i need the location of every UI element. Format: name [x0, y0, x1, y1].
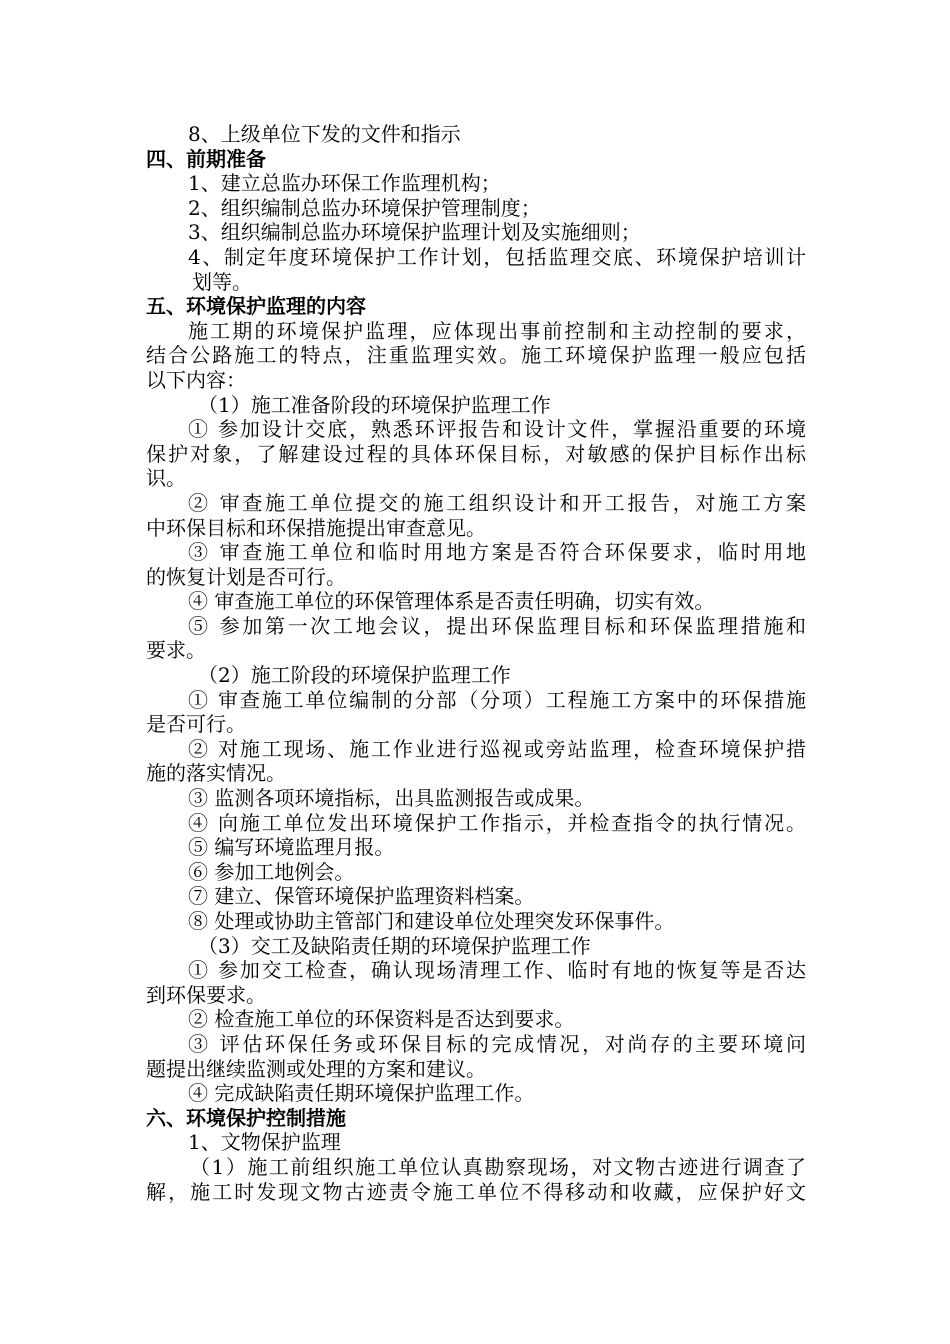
document-page [0, 122, 950, 1204]
section-heading: 五、环境保护监理的内容 [146, 294, 366, 319]
text-line: 1、文物保护监理 [188, 1130, 341, 1155]
text-line: 中环保目标和环保措施提出审查意见。 [146, 515, 486, 540]
text-line: ⑦ 建立、保管环境保护监理资料档案。 [188, 884, 535, 909]
text-line: ⑤ 参加第一次工地会议，提出环保监理目标和环保监理措施和 [188, 613, 806, 638]
text-line: 1、建立总监办环保工作监理机构； [188, 171, 501, 196]
text-line: ② 审查施工单位提交的施工组织设计和开工报告，对施工方案 [188, 490, 806, 515]
text-line: ② 检查施工单位的环保资料是否达到要求。 [188, 1007, 575, 1032]
text-line: ④ 向施工单位发出环境保护工作指示，并检查指令的执行情况。 [188, 810, 806, 835]
text-line: （1）施工前组织施工单位认真勘察现场，对文物古迹进行调查了 [190, 1154, 806, 1179]
text-line: 以下内容： [146, 367, 246, 392]
text-line: 结合公路施工的特点，注重监理实效。施工环境保护监理一般应包括 [146, 343, 806, 368]
text-line: 是否可行。 [146, 712, 246, 737]
text-line: 要求。 [146, 638, 206, 663]
text-line: ⑤ 编写环境监理月报。 [188, 835, 395, 860]
text-line: ① 参加交工检查，确认现场清理工作、临时有地的恢复等是否达 [188, 958, 806, 983]
text-line: ① 审查施工单位编制的分部（分项）工程施工方案中的环保措施 [188, 687, 806, 712]
text-line: ⑧ 处理或协助主管部门和建设单位处理突发环保事件。 [188, 909, 675, 933]
text-line: ② 对施工现场、施工作业进行巡视或旁站监理，检查环境保护措 [188, 736, 806, 761]
text-line: ③ 评估环保任务或环保目标的完成情况，对尚存的主要环境问 [188, 1031, 806, 1056]
text-line: ③ 审查施工单位和临时用地方案是否符合环保要求，临时用地 [188, 540, 806, 565]
text-line: 保护对象，了解建设过程的具体环保目标，对敏感的保护目标作出标 [146, 441, 806, 466]
text-line: 解，施工时发现文物古迹责令施工单位不得移动和收藏，应保护好文 [146, 1179, 806, 1204]
text-line: （1）施工准备阶段的环境保护监理工作 [198, 392, 551, 417]
text-line: 3、组织编制总监办环境保护监理计划及实施细则； [188, 220, 641, 245]
text-line: （2）施工阶段的环境保护监理工作 [198, 663, 511, 688]
text-line: 施的落实情况。 [146, 761, 286, 786]
text-line: 4、制定年度环境保护工作计划，包括监理交底、环境保护培训计 [188, 244, 806, 269]
text-line: ④ 完成缺陷责任期环境保护监理工作。 [188, 1081, 535, 1106]
text-line: ④ 审查施工单位的环保管理体系是否责任明确，切实有效。 [188, 589, 715, 614]
text-line: 8、上级单位下发的文件和指示 [188, 122, 461, 146]
text-line: 2、组织编制总监办环境保护管理制度； [188, 195, 541, 220]
text-line: 识。 [146, 466, 186, 491]
text-line: 题提出继续监测或处理的方案和建议。 [146, 1056, 486, 1081]
text-line: 的恢复计划是否可行。 [146, 564, 346, 589]
section-heading: 六、环境保护控制措施 [146, 1105, 346, 1130]
text-line: （3）交工及缺陷责任期的环境保护监理工作 [198, 933, 591, 958]
text-line: 施工期的环境保护监理，应体现出事前控制和主动控制的要求， [188, 318, 806, 343]
text-line: 到环保要求。 [146, 982, 266, 1007]
text-line: ⑥ 参加工地例会。 [188, 859, 355, 884]
section-heading: 四、前期准备 [146, 146, 266, 171]
text-line: ① 参加设计交底，熟悉环评报告和设计文件，掌握沿重要的环境 [188, 417, 806, 442]
text-line: ③ 监测各项环境指标，出具监测报告或成果。 [188, 786, 595, 811]
text-line: 划等。 [192, 269, 252, 294]
